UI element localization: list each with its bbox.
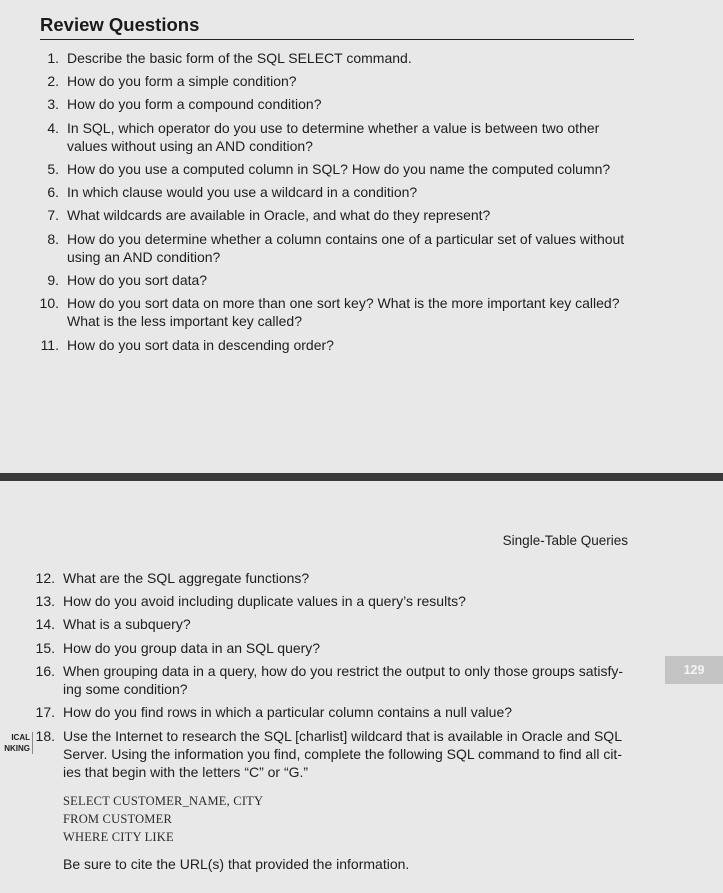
question-number: 1. [47, 50, 59, 66]
question-text-line: How do you find rows in which a particular column contains a null value? [63, 704, 513, 720]
question-text-line: using an AND condition? [67, 249, 221, 265]
question-text-line: ing some condition? [63, 681, 188, 697]
question-number: 8. [47, 231, 59, 247]
code-line: FROM CUSTOMER [63, 812, 172, 826]
question-text-line: What is the less important key called? [67, 313, 302, 329]
question-text-line: How do you sort data in descending order? [67, 337, 334, 353]
critical-thinking-margin-label [0, 732, 33, 754]
section-heading: Review Questions [40, 14, 634, 40]
closing-instruction: Be sure to cite the URL(s) that provided the information. [63, 856, 410, 872]
question-text-line: How do you avoid including duplicate values in a query’s results? [63, 593, 466, 609]
question-number: 5. [47, 161, 59, 177]
question-number: 14. [35, 616, 55, 632]
question-text-line: What are the SQL aggregate functions? [63, 570, 310, 586]
question-text-line: How do you sort data? [67, 272, 208, 288]
question-number: 4. [47, 120, 59, 136]
page-number-tab [665, 656, 723, 684]
code-line: SELECT CUSTOMER_NAME, CITY [63, 794, 264, 808]
question-text-line: values without using an AND condition? [67, 138, 313, 154]
question-number: 10. [39, 295, 59, 311]
question-text-line: When grouping data in a query, how do you restrict the output to only those groups satisfy- [63, 663, 624, 679]
question-text-line: How do you use a computed column in SQL? How do you name the computed column? [67, 161, 611, 177]
question-number: 16. [35, 663, 55, 679]
question-number: 2. [47, 73, 59, 89]
question-number: 9. [47, 272, 59, 288]
question-number: 13. [35, 593, 55, 609]
question-text-line: Server. Using the information you find, complete the following SQL command to find all cit- [63, 746, 622, 762]
question-number: 11. [40, 337, 59, 353]
question-number: 7. [47, 207, 59, 223]
question-text-line: What wildcards are available in Oracle, and what do they represent? [67, 207, 491, 223]
page-number: 129 [683, 663, 705, 677]
page-divider [0, 473, 723, 481]
question-number: 15. [35, 640, 55, 656]
question-text-line: How do you form a compound condition? [67, 96, 322, 112]
running-head: Single-Table Queries [502, 533, 628, 548]
bottom-page [0, 481, 723, 893]
question-number: 6. [47, 184, 59, 200]
question-number: 17. [35, 704, 55, 720]
question-text-line: Use the Internet to research the SQL [charlist] wildcard that is available in Oracle and SQL [63, 728, 622, 744]
question-text-line: How do you form a simple condition? [67, 73, 297, 89]
question-text-line: What is a subquery? [63, 616, 191, 632]
question-text-line: In which clause would you use a wildcard in a condition? [67, 184, 418, 200]
question-text-line: Describe the basic form of the SQL SELECT command. [67, 50, 412, 66]
code-line: WHERE CITY LIKE [63, 830, 174, 844]
question-text-line: ies that begin with the letters “C” or “G.” [63, 764, 309, 780]
question-text-line: How do you group data in an SQL query? [63, 640, 321, 656]
question-text-line: In SQL, which operator do you use to determine whether a value is between two other [67, 120, 600, 136]
question-number: 3. [47, 96, 59, 112]
question-text-line: How do you determine whether a column contains one of a particular set of values without [67, 231, 625, 247]
question-number: 18. [35, 728, 55, 744]
question-number: 12. [35, 570, 55, 586]
question-text-line: How do you sort data on more than one sort key? What is the more important key called? [67, 295, 620, 311]
margin-label-line: ICAL [11, 733, 30, 742]
margin-label-line: NKING [4, 744, 30, 753]
